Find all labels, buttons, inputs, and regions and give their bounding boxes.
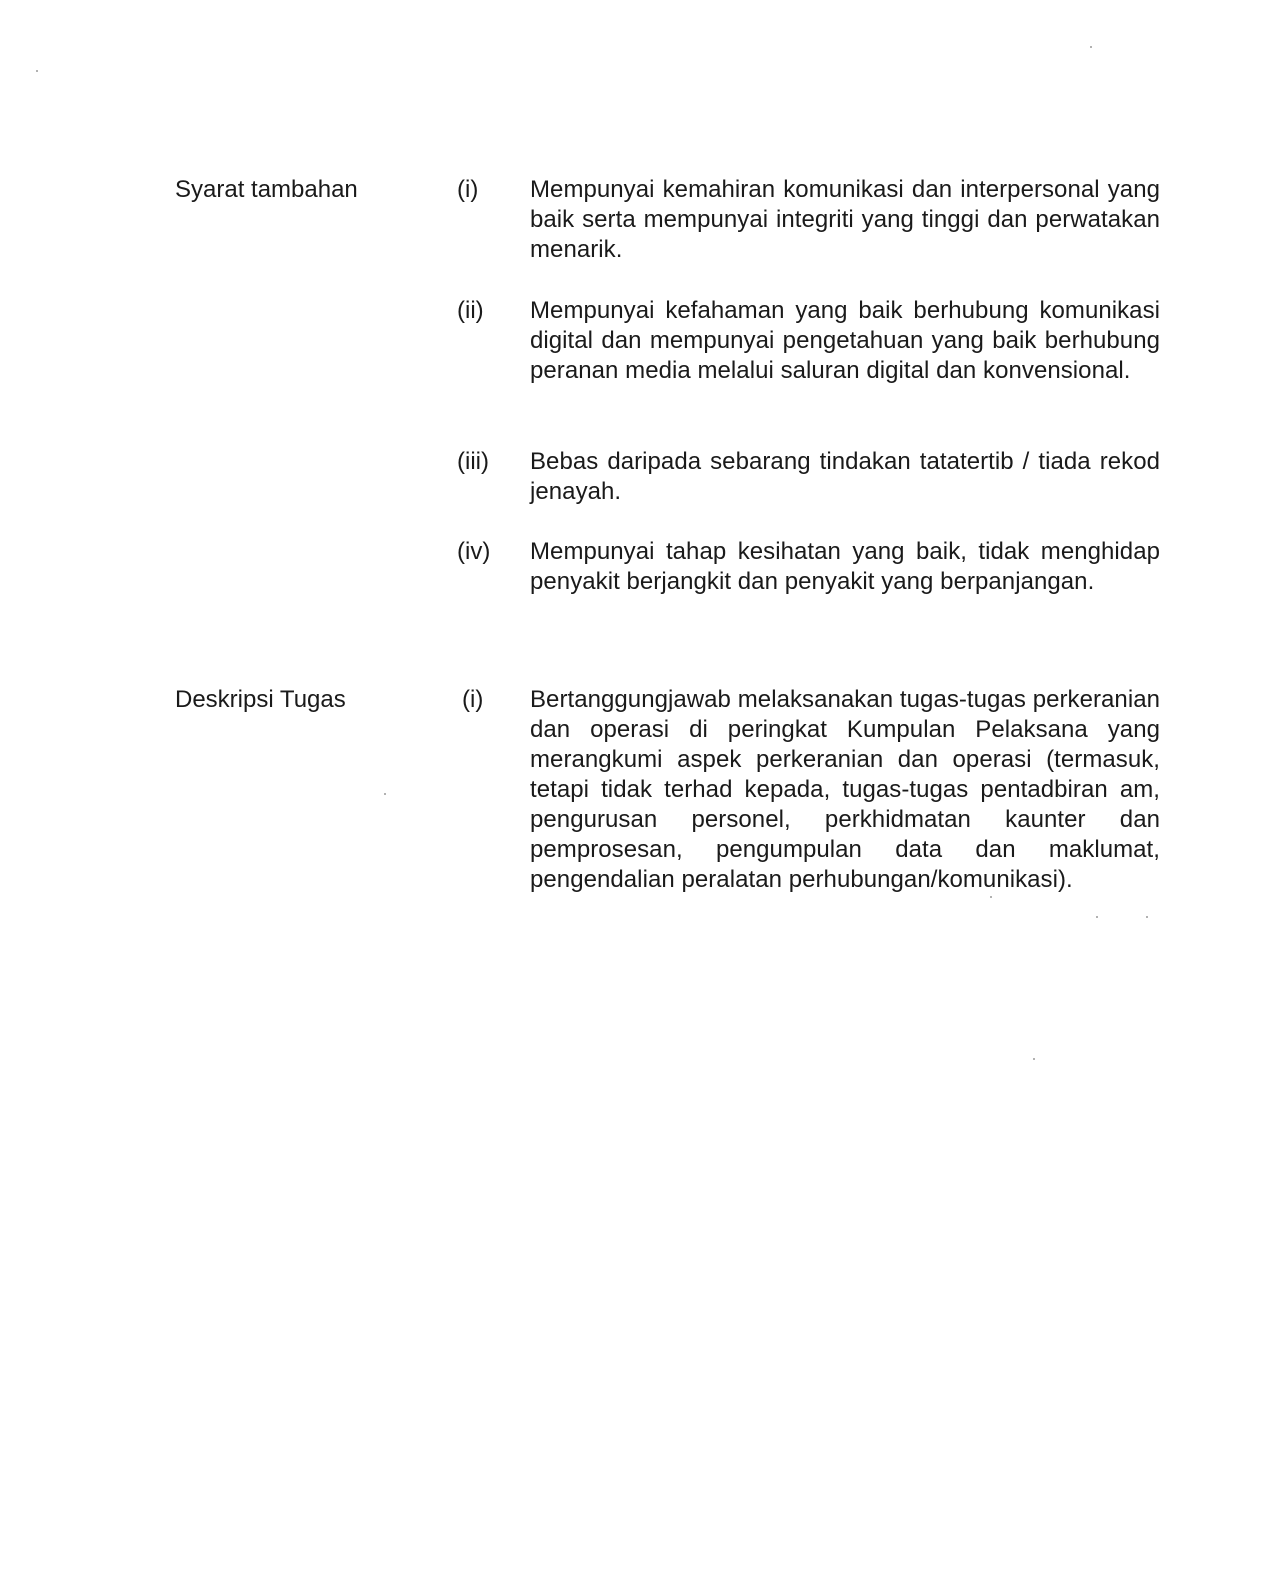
scan-speck bbox=[36, 70, 38, 72]
item-numeral: (iii) bbox=[457, 448, 489, 475]
section-label: Deskripsi Tugas bbox=[175, 686, 346, 713]
item-numeral: (i) bbox=[462, 686, 484, 713]
scan-speck bbox=[1146, 916, 1148, 918]
item-text: Mempunyai kemahiran komunikasi dan interpersonal yang baik serta mempunyai integriti yang tinggi dan perwatakan menarik. bbox=[530, 176, 1160, 263]
scan-speck bbox=[990, 896, 992, 898]
scan-speck bbox=[1090, 46, 1092, 48]
item-text: Mempunyai kefahaman yang baik berhubung komunikasi digital dan mempunyai pengetahuan yang baik berhubung peranan media melalui saluran digital dan konvensional. bbox=[530, 297, 1160, 384]
scan-speck bbox=[1096, 916, 1098, 918]
item-text: Mempunyai tahap kesihatan yang baik, tidak menghidap penyakit berjangkit dan penyakit yang berpanjangan. bbox=[530, 538, 1160, 595]
scan-speck bbox=[384, 793, 386, 795]
item-numeral: (iv) bbox=[457, 538, 491, 565]
scan-speck bbox=[1033, 1058, 1035, 1060]
item-numeral: (ii) bbox=[457, 297, 484, 324]
item-text: Bertanggungjawab melaksanakan tugas-tugas perkeranian dan operasi di peringkat Kumpulan Pelaksana yang merangkumi aspek perkeranian dan operasi (termasuk, tetapi tidak terhad kepada, tugas-tugas pentadbiran am, pengurusan personel, perkhidmatan kaunter dan pemprosesan, pengumpulan data dan maklumat, pengendalian peralatan perhubungan/komunikasi). bbox=[530, 686, 1160, 893]
item-numeral: (i) bbox=[457, 176, 479, 203]
item-text: Bebas daripada sebarang tindakan tatatertib / tiada rekod jenayah. bbox=[530, 448, 1160, 505]
section-label: Syarat tambahan bbox=[175, 176, 358, 203]
